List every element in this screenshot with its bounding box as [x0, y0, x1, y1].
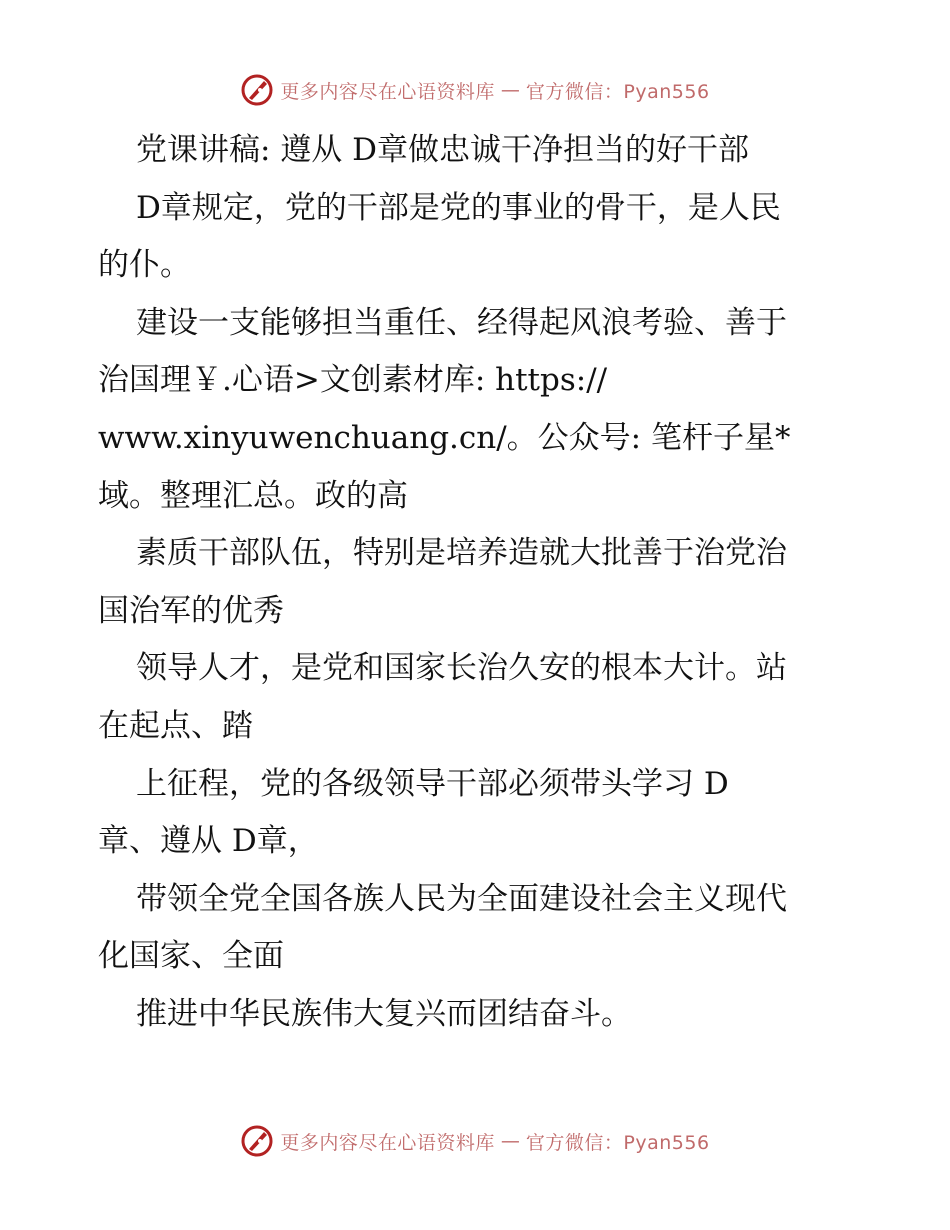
pen-logo-icon [240, 1124, 274, 1158]
watermark-separator: — [500, 1130, 520, 1152]
text-line: 治国理￥.心语>文创素材库: https:// [98, 362, 608, 399]
watermark-contact: 官方微信：Pyan556 [525, 1131, 710, 1154]
document-body [98, 122, 858, 1044]
text-line: 推进中华民族伟大复兴而团结奋斗。 [136, 995, 632, 1032]
pen-logo-icon [240, 73, 274, 107]
text-line: 建设一支能够担当重任、经得起风浪考验、善于 [136, 304, 787, 341]
text-line: 的仆。 [98, 247, 191, 284]
watermark-contact: 官方微信：Pyan556 [525, 80, 710, 103]
text-line: 国治军的优秀 [98, 592, 284, 629]
text-line: 上征程，党的各级领导干部必须带头学习 D [136, 765, 729, 802]
watermark-separator: — [500, 79, 520, 101]
text-line: 领导人才，是党和国家长治久安的根本大计。站 [136, 650, 787, 687]
watermark-text: 更多内容尽在心语资料库 [280, 80, 495, 103]
text-line: 章、遵从 D章， [98, 823, 319, 860]
text-line: 域。整理汇总。政的高 [98, 477, 408, 514]
text-line: 素质干部队伍，特别是培养造就大批善于治党治 [136, 535, 787, 572]
document-title: 党课讲稿: 遵从 D章做忠诚干净担当的好干部 [136, 132, 750, 168]
watermark-text: 更多内容尽在心语资料库 [280, 1131, 495, 1154]
header-watermark [0, 73, 950, 107]
text-line: 化国家、全面 [98, 938, 284, 975]
text-line: 在起点、踏 [98, 707, 253, 744]
text-line: 带领全党全国各族人民为全面建设社会主义现代 [136, 880, 787, 917]
footer-watermark [0, 1124, 950, 1158]
text-line: D章规定，党的干部是党的事业的骨干，是人民 [136, 189, 781, 226]
text-line: www.xinyuwenchuang.cn/。公众号: 笔杆子星* [98, 419, 791, 456]
